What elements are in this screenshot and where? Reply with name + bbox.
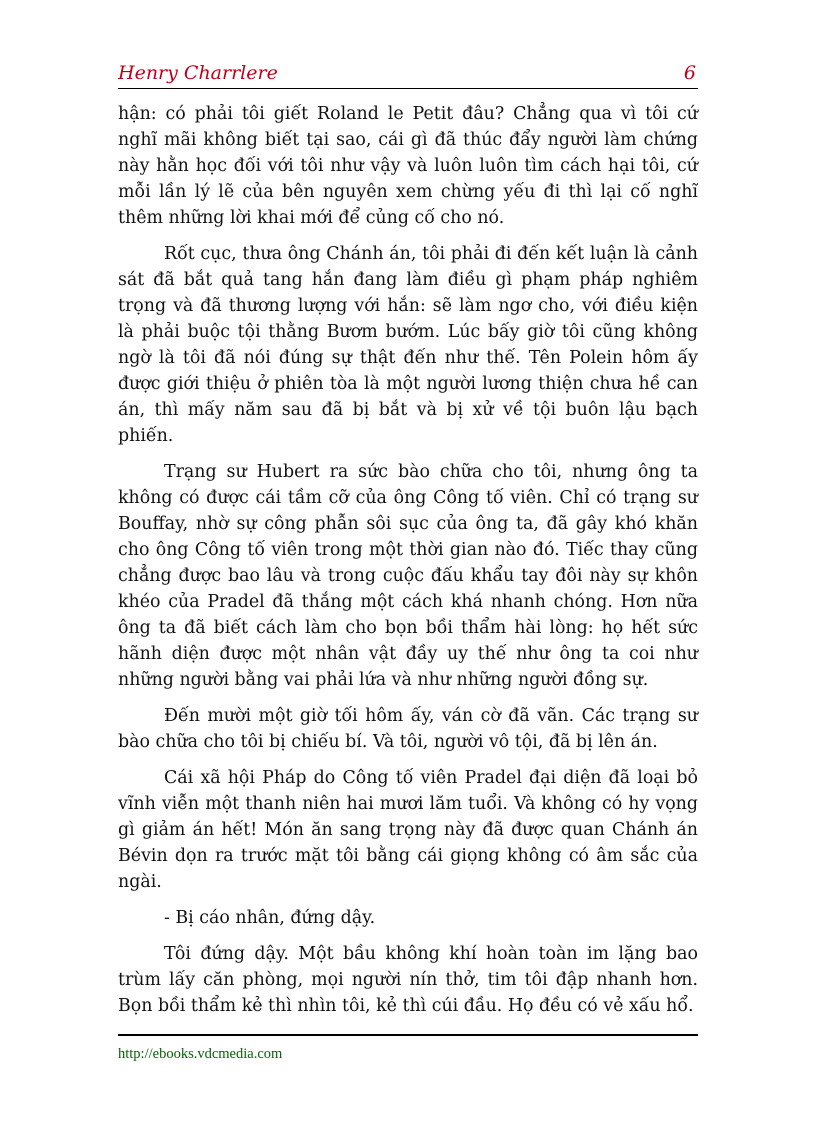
paragraph: hận: có phải tôi giết Roland le Petit đâu? Chẳng qua vì tôi cứ nghĩ mãi không biết tại sao, cái gì đã thúc đẩy người làm chứng này hằn học đối với tôi như vậy và luôn luôn tìm cách hại tôi, cứ mỗi lần lý lẽ của bên nguyên xem chừng yếu đi thì lại cố nghĩ thêm những lời khai mới để củng cố cho nó. <box>118 104 698 228</box>
running-header <box>118 60 698 89</box>
footer-link[interactable]: http://ebooks.vdcmedia.com <box>118 1046 283 1062</box>
paragraph: Trạng sư Hubert ra sức bào chữa cho tôi, nhưng ông ta không có được cái tầm cỡ của ông Công tố viên. Chỉ có trạng sư Bouffay, nhờ sự công phẫn sôi sục của ông ta, đã gây khó khăn cho ông Công tố viên trong một thời gian nào đó. Tiếc thay cũng chẳng được bao lâu và trong cuộc đấu khẩu tay đôi này sự khôn khéo của Pradel đã thắng một cách khá nhanh chóng. Hơn nữa ông ta đã biết cách làm cho bọn bồi thẩm hài lòng: họ hết sức hãnh diện được một nhân vật đầy uy thế như ông ta coi như những người bằng vai phải lứa và như những người đồng sự. <box>118 462 698 690</box>
paragraph: Cái xã hội Pháp do Công tố viên Pradel đại diện đã loại bỏ vĩnh viễn một thanh niên hai mươi lăm tuổi. Và không có hy vọng gì giảm án hết! Món ăn sang trọng này đã được quan Chánh án Bévin dọn ra trước mặt tôi bằng cái giọng không có âm sắc của ngài. <box>118 768 698 892</box>
footer-divider <box>118 1034 698 1036</box>
paragraph: Tôi đứng dậy. Một bầu không khí hoàn toàn im lặng bao trùm lấy căn phòng, mọi người nín thở, tim tôi đập nhanh hơn. Bọn bồi thẩm kẻ thì nhìn tôi, kẻ thì cúi đầu. Họ đều có vẻ xấu hổ. <box>118 944 698 1016</box>
page-body <box>118 101 698 1029</box>
header-author: Henry Charrlere <box>118 62 278 84</box>
paragraph: Đến mười một giờ tối hôm ấy, ván cờ đã vãn. Các trạng sư bào chữa cho tôi bị chiếu bí. Và tôi, người vô tội, đã bị lên án. <box>118 706 698 752</box>
paragraph: Rốt cục, thưa ông Chánh án, tôi phải đi đến kết luận là cảnh sát đã bắt quả tang hắn đang làm điều gì phạm pháp nghiêm trọng và đã thương lượng với hắn: sẽ làm ngơ cho, với điều kiện là phải buộc tội thằng Bươm bướm. Lúc bấy giờ tôi cũng không ngờ là tôi đã nói đúng sự thật đến như thế. Tên Polein hôm ấy được giới thiệu ở phiên tòa là một người lương thiện chưa hề can án, thì mấy năm sau đã bị bắt và bị xử về tội buôn lậu bạch phiến. <box>118 244 698 446</box>
page-number: 6 <box>683 62 696 84</box>
paragraph: - Bị cáo nhân, đứng dậy. <box>164 908 376 928</box>
